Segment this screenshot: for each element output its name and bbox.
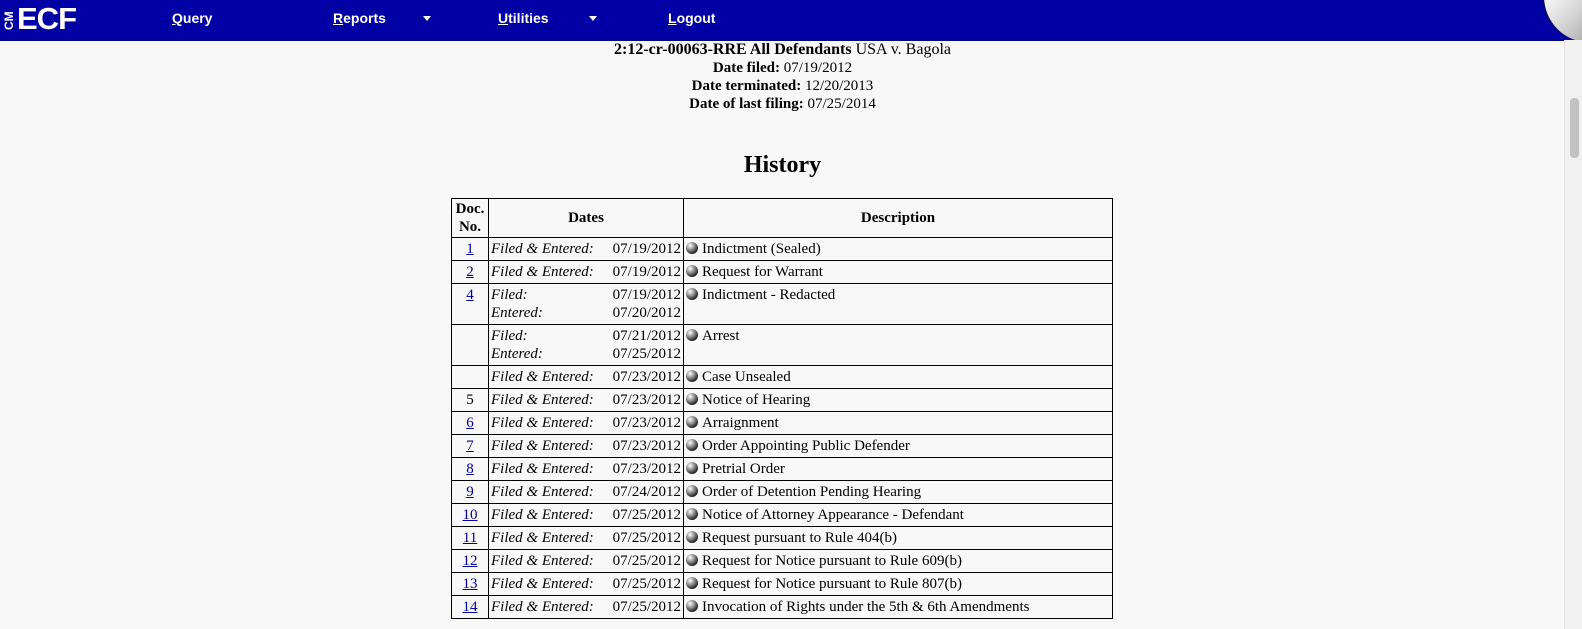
doc-number-cell — [452, 481, 489, 504]
document-ball-icon[interactable] — [686, 288, 698, 300]
top-nav-bar — [0, 0, 1582, 41]
dates-cell — [489, 284, 684, 325]
date-line — [491, 286, 681, 304]
description-cell — [684, 261, 1113, 284]
vertical-scrollbar[interactable] — [1564, 40, 1582, 629]
dates-cell — [489, 527, 684, 550]
date-filed-value: 07/19/2012 — [783, 60, 853, 76]
logo-ecf: ECF — [17, 1, 76, 36]
description-text: Arrest — [702, 328, 740, 344]
table-row — [452, 366, 1113, 389]
dates-cell — [489, 325, 684, 366]
table-row — [452, 325, 1113, 366]
description-cell — [684, 527, 1113, 550]
doc-number-cell — [452, 458, 489, 481]
case-header — [0, 41, 1565, 113]
date-label: Filed & Entered: — [491, 369, 594, 385]
document-ball-icon[interactable] — [686, 600, 698, 612]
doc-number-link[interactable]: 1 — [466, 241, 474, 257]
menu-utilities[interactable]: Utilities — [498, 10, 549, 26]
doc-number-cell — [452, 527, 489, 550]
description-text: Request for Warrant — [702, 264, 823, 280]
case-title: USA v. Bagola — [855, 41, 951, 58]
table-row — [452, 596, 1113, 619]
table-row — [452, 389, 1113, 412]
col-doc-no: Doc. No. — [452, 199, 489, 238]
doc-number-cell — [452, 412, 489, 435]
doc-number-cell — [452, 550, 489, 573]
doc-number-cell — [452, 504, 489, 527]
description-cell — [684, 573, 1113, 596]
document-ball-icon[interactable] — [686, 462, 698, 474]
date-value: 07/23/2012 — [612, 461, 681, 477]
menu-query[interactable]: Query — [172, 10, 213, 26]
date-label: Filed & Entered: — [491, 392, 594, 408]
description-text: Order of Detention Pending Hearing — [702, 484, 922, 500]
document-ball-icon[interactable] — [686, 370, 698, 382]
date-value: 07/19/2012 — [612, 264, 681, 280]
document-ball-icon[interactable] — [686, 416, 698, 428]
date-value: 07/25/2012 — [612, 530, 681, 546]
table-row — [452, 504, 1113, 527]
date-label: Filed & Entered: — [491, 553, 594, 569]
date-label: Filed & Entered: — [491, 461, 594, 477]
doc-number-cell — [452, 261, 489, 284]
date-line — [491, 345, 681, 363]
table-row — [452, 458, 1113, 481]
doc-number-cell — [452, 573, 489, 596]
date-line — [491, 263, 681, 281]
document-ball-icon[interactable] — [686, 577, 698, 589]
date-last-filing-value: 07/25/2014 — [807, 96, 876, 112]
date-value: 07/24/2012 — [612, 484, 681, 500]
description-cell — [684, 366, 1113, 389]
dates-cell — [489, 458, 684, 481]
table-row — [452, 238, 1113, 261]
date-line — [491, 327, 681, 345]
date-line — [491, 460, 681, 478]
history-heading: History — [743, 152, 822, 178]
date-last-filing-line: Date of last filing: 07/25/2014 — [689, 96, 876, 112]
date-line — [491, 240, 681, 258]
doc-number-cell — [452, 596, 489, 619]
document-ball-icon[interactable] — [686, 393, 698, 405]
description-cell — [684, 504, 1113, 527]
description-cell — [684, 481, 1113, 504]
description-text: Request for Notice pursuant to Rule 609(b) — [702, 553, 962, 569]
date-value: 07/23/2012 — [612, 438, 681, 454]
page-curl-icon — [1536, 0, 1582, 40]
description-text: Arraignment — [702, 415, 779, 431]
doc-number-cell — [452, 435, 489, 458]
date-line — [491, 506, 681, 524]
doc-number-link[interactable]: 14 — [462, 599, 478, 615]
date-terminated-line: Date terminated: 12/20/2013 — [691, 78, 874, 94]
date-value: 07/20/2012 — [612, 305, 681, 321]
reports-dropdown-caret-icon[interactable] — [423, 16, 431, 21]
date-value: 07/23/2012 — [612, 369, 681, 385]
dates-cell — [489, 261, 684, 284]
date-line — [491, 368, 681, 386]
date-value: 07/25/2012 — [612, 507, 681, 523]
menu-logout[interactable]: Logout — [668, 10, 716, 26]
description-cell — [684, 550, 1113, 573]
doc-number-link[interactable]: 6 — [466, 415, 474, 431]
case-title-line — [0, 41, 1565, 59]
date-line — [491, 529, 681, 547]
doc-number-link[interactable]: 11 — [462, 530, 478, 546]
table-row — [452, 573, 1113, 596]
dates-cell — [489, 550, 684, 573]
col-description: Description — [684, 199, 1113, 238]
date-label: Filed & Entered: — [491, 576, 594, 592]
date-line — [491, 437, 681, 455]
table-header-row — [452, 199, 1113, 238]
table-row — [452, 412, 1113, 435]
date-label: Filed & Entered: — [491, 415, 594, 431]
date-label: Filed & Entered: — [491, 484, 594, 500]
document-ball-icon[interactable] — [686, 554, 698, 566]
description-cell — [684, 412, 1113, 435]
utilities-dropdown-caret-icon[interactable] — [589, 16, 597, 21]
date-value: 07/21/2012 — [612, 328, 681, 344]
description-text: Indictment - Redacted — [702, 287, 836, 303]
date-label: Filed & Entered: — [491, 599, 594, 615]
description-cell — [684, 284, 1113, 325]
doc-number-cell — [452, 389, 489, 412]
doc-number-link[interactable]: 13 — [462, 576, 478, 592]
doc-number-cell — [452, 366, 489, 389]
description-text: Pretrial Order — [702, 461, 785, 477]
date-value: 07/25/2012 — [612, 553, 681, 569]
table-row — [452, 550, 1113, 573]
description-text: Notice of Attorney Appearance - Defendant — [702, 507, 964, 523]
doc-number-link[interactable]: 8 — [466, 461, 474, 477]
dates-cell — [489, 412, 684, 435]
doc-number-link[interactable]: 4 — [466, 287, 474, 303]
date-terminated-value: 12/20/2013 — [804, 78, 874, 94]
doc-number-link[interactable]: 2 — [466, 264, 474, 280]
date-line — [491, 304, 681, 322]
table-row — [452, 527, 1113, 550]
document-ball-icon[interactable] — [686, 265, 698, 277]
description-cell — [684, 596, 1113, 619]
date-label: Filed: — [491, 287, 528, 303]
description-text: Case Unsealed — [702, 369, 791, 385]
date-label: Filed & Entered: — [491, 264, 594, 280]
doc-number-cell — [452, 238, 489, 261]
date-label: Filed & Entered: — [491, 438, 594, 454]
date-label: Filed & Entered: — [491, 241, 594, 257]
document-ball-icon[interactable] — [686, 508, 698, 520]
date-label: Filed & Entered: — [491, 507, 594, 523]
date-line — [491, 575, 681, 593]
description-text: Request pursuant to Rule 404(b) — [702, 530, 897, 546]
date-line — [491, 598, 681, 616]
menu-reports[interactable]: Reports — [333, 10, 386, 26]
date-line — [491, 414, 681, 432]
date-line — [491, 552, 681, 570]
description-text: Indictment (Sealed) — [702, 241, 821, 257]
doc-number-link[interactable]: 12 — [462, 553, 478, 569]
date-value: 07/25/2012 — [612, 599, 681, 615]
date-value: 07/19/2012 — [612, 241, 681, 257]
description-text: Invocation of Rights under the 5th & 6th Amendments — [702, 599, 1030, 615]
dates-cell — [489, 504, 684, 527]
description-cell — [684, 458, 1113, 481]
history-table — [451, 198, 1113, 619]
table-row — [452, 481, 1113, 504]
dates-cell — [489, 366, 684, 389]
date-label: Filed: — [491, 328, 528, 344]
dates-cell — [489, 238, 684, 261]
table-row — [452, 435, 1113, 458]
description-cell — [684, 435, 1113, 458]
document-ball-icon[interactable] — [686, 242, 698, 254]
doc-number-cell — [452, 325, 489, 366]
date-label: Entered: — [491, 346, 543, 362]
date-filed-line: Date filed: 07/19/2012 — [712, 60, 853, 76]
dates-cell — [489, 596, 684, 619]
date-line — [491, 391, 681, 409]
description-text: Request for Notice pursuant to Rule 807(b) — [702, 576, 962, 592]
dates-cell — [489, 573, 684, 596]
date-value: 07/23/2012 — [612, 415, 681, 431]
logo-cm: CM — [2, 11, 16, 31]
document-ball-icon[interactable] — [686, 485, 698, 497]
description-text: Order Appointing Public Defender — [702, 438, 910, 454]
scrollbar-thumb[interactable] — [1570, 98, 1579, 158]
doc-number-cell — [452, 284, 489, 325]
description-cell — [684, 389, 1113, 412]
document-ball-icon[interactable] — [686, 329, 698, 341]
table-row — [452, 284, 1113, 325]
dates-cell — [489, 435, 684, 458]
date-value: 07/19/2012 — [612, 287, 681, 303]
date-line — [491, 483, 681, 501]
date-value: 07/23/2012 — [612, 392, 681, 408]
date-value: 07/25/2012 — [612, 576, 681, 592]
dates-cell — [489, 389, 684, 412]
description-cell — [684, 238, 1113, 261]
date-label: Entered: — [491, 305, 543, 321]
doc-number-link[interactable]: 9 — [466, 484, 474, 500]
document-ball-icon[interactable] — [686, 439, 698, 451]
col-dates: Dates — [489, 199, 684, 238]
description-cell — [684, 325, 1113, 366]
description-text: Notice of Hearing — [702, 392, 811, 408]
doc-number: 5 — [466, 392, 474, 408]
doc-number-link[interactable]: 7 — [466, 438, 474, 454]
dates-cell — [489, 481, 684, 504]
doc-number-link[interactable]: 10 — [462, 507, 478, 523]
case-number: 2:12-cr-00063-RRE All Defendants — [613, 41, 852, 58]
date-label: Filed & Entered: — [491, 530, 594, 546]
date-value: 07/25/2012 — [612, 346, 681, 362]
document-ball-icon[interactable] — [686, 531, 698, 543]
table-row — [452, 261, 1113, 284]
